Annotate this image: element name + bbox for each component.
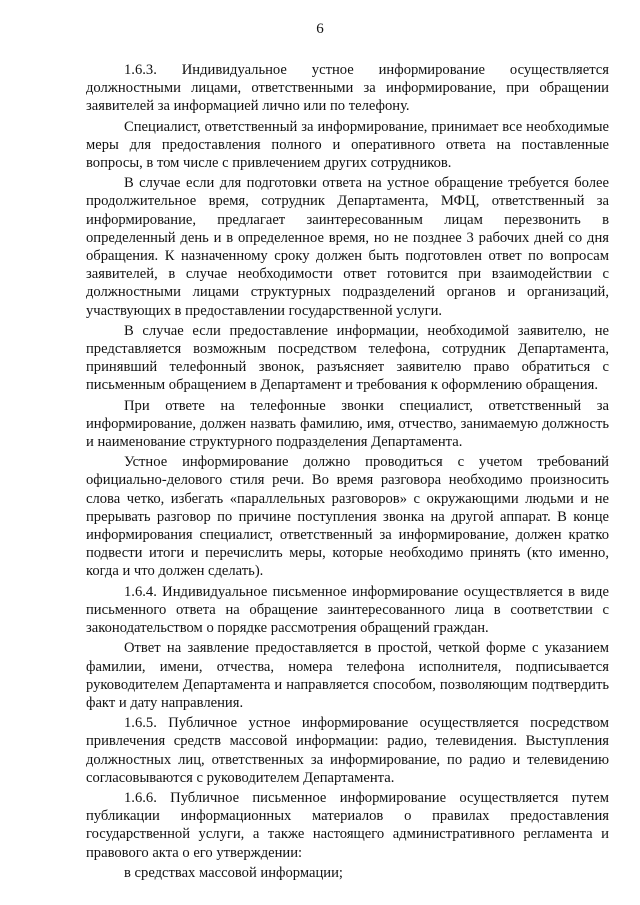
document-body bbox=[86, 61, 609, 882]
paragraph-reply-form: Ответ на заявление предоставляется в простой, четкой форме с указанием фамилии, имени, отчества, номера телефона исполнителя, подписывается руководителем Департамента и направляется способом, позволяющим подтвердить факт и дату направления. bbox=[86, 640, 609, 711]
paragraph-oral-style: Устное информирование должно проводиться с учетом требований официально-делового стиля речи. Во время разговора необходимо произносить слова четко, избегать «параллельных разговоров» с окружающими людьми и не прерывать разговор по причине поступления звонка на другой аппарат. В конце информирования специалист, ответственный за информирование, должен кратко подвести итоги и перечислить меры, которые необходимо принять (кто именно, когда и что должен сделать). bbox=[86, 454, 609, 580]
paragraph-specialist-measures: Специалист, ответственный за информирование, принимает все необходимые меры для предоставления полного и оперативного ответа на поставленные вопросы, в том числе с привлечением других сотрудников. bbox=[86, 118, 609, 172]
paragraph-written-appeal: В случае если предоставление информации, необходимой заявителю, не представляется возможным посредством телефона, сотрудник Департамента, принявший телефонный звонок, разъясняет заявителю право обратиться с письменным обращением в Департамент и требования к оформлению обращения. bbox=[86, 322, 609, 394]
paragraph-1-6-3: 1.6.3. Индивидуальное устное информирование осуществляется должностными лицами, ответственными за информирование, при обращении заявителей за информацией лично или по телефону. bbox=[86, 62, 609, 115]
paragraph-1-6-4: 1.6.4. Индивидуальное письменное информирование осуществляется в виде письменного ответа на обращение заинтересованного лица в соответствии с законодательством о порядке рассмотрения обращений граждан. bbox=[86, 583, 609, 637]
paragraph-1-6-5: 1.6.5. Публичное устное информирование осуществляется посредством привлечения средств массовой информации: радио, телевидения. Выступления должностных лиц, ответственных за информирование, по радио и телевидению согласовываются с руководителем Департамента. bbox=[86, 715, 609, 786]
page-number: 6 bbox=[316, 21, 324, 37]
paragraph-phone-answer: При ответе на телефонные звонки специалист, ответственный за информирование, должен назвать фамилию, имя, отчество, занимаемую должность и наименование структурного подразделения Департамента. bbox=[86, 397, 609, 451]
paragraph-callback: В случае если для подготовки ответа на устное обращение требуется более продолжительное время, сотрудник Департамента, МФЦ, ответственный за информирование, предлагает заинтересованным лицам перезвонить в определенный день и в определенное время, но не позднее 3 рабочих дней со дня обращения. К назначенному сроку должен быть подготовлен ответ по вопросам заявителей, в случае необходимости ответ готовится при взаимодействии с должностными лицами структурных подразделений органов и организаций, участвующих в предоставлении государственной услуги. bbox=[86, 175, 609, 319]
paragraph-mass-media: в средствах массовой информации; bbox=[124, 864, 343, 881]
paragraph-1-6-6: 1.6.6. Публичное письменное информирование осуществляется путем публикации информационных материалов о правилах предоставления государственной услуги, а также настоящего административного регламента и правового акта о его утверждении: bbox=[86, 789, 609, 861]
